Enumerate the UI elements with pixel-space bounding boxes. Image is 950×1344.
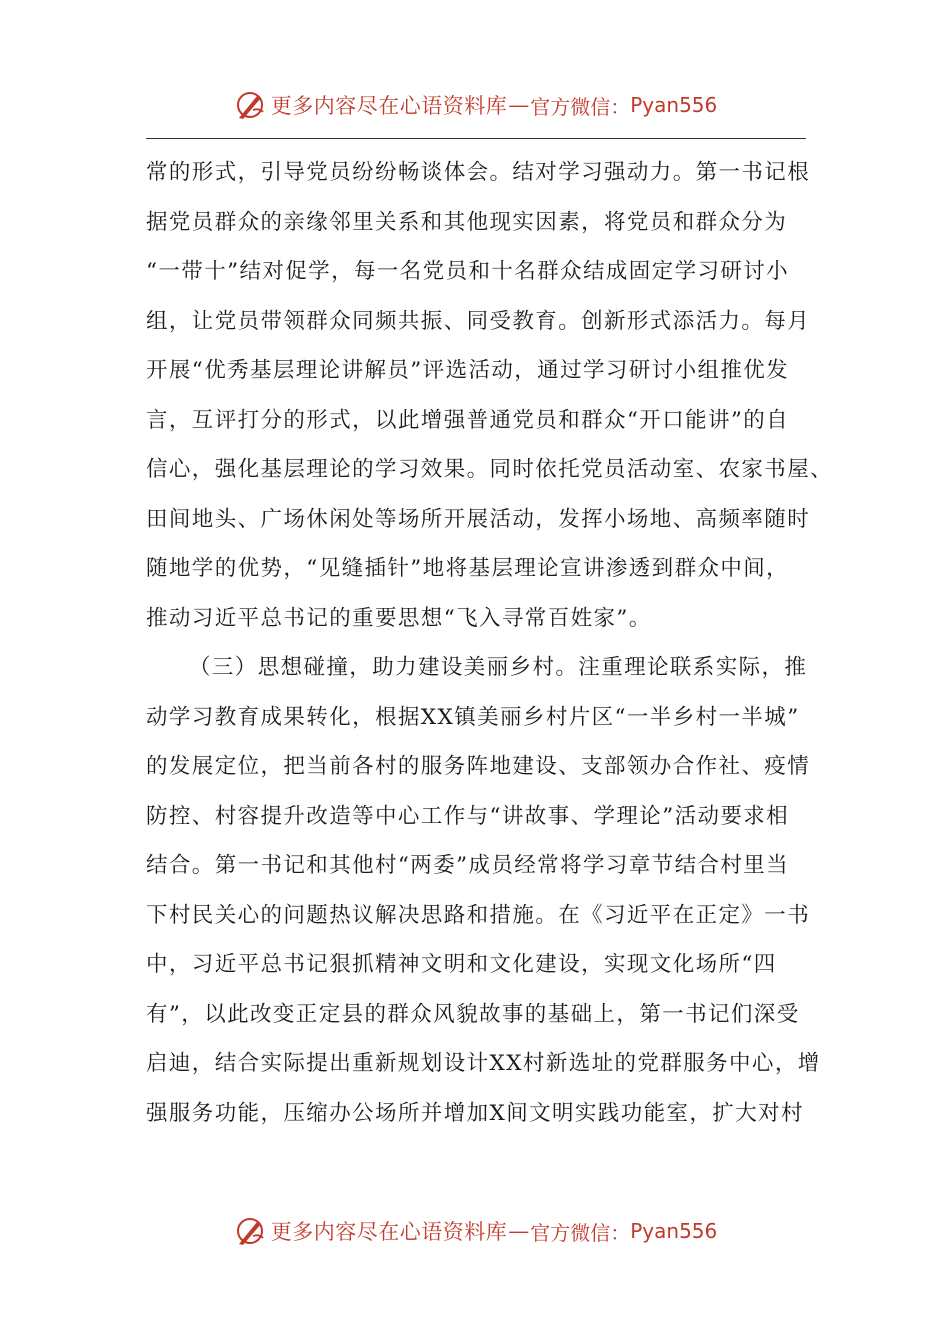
text-line: 组，让党员带领群众同频共振、同受教育。创新形式添活力。每月 <box>146 308 811 334</box>
text-line: 随地学的优势，“见缝插针”地将基层理论宣讲渗透到群众中间， <box>146 556 790 581</box>
banner-wechat-id: Pyan556 <box>630 93 718 117</box>
header-banner <box>0 85 950 125</box>
paragraph <box>146 643 821 1138</box>
text-line: 的发展定位，把当前各村的服务阵地建设、支部领办合作社、疫情 <box>146 754 811 779</box>
text-line: 动学习教育成果转化，根据XX镇美丽乡村片区“一半乡村一半城” <box>146 704 800 730</box>
text-line: 据党员群众的亲缘邻里关系和其他现实因素，将党员和群众分为 <box>146 209 788 235</box>
paragraph <box>146 148 834 643</box>
text-line: 下村民关心的问题热议解决思路和措施。在《习近平在正定》一书 <box>146 902 811 928</box>
document-body <box>146 148 834 1138</box>
text-line: 推动习近平总书记的重要思想“飞入寻常百姓家”。 <box>146 605 652 631</box>
header-divider <box>146 138 806 139</box>
text-line: 中，习近平总书记狠抓精神文明和文化建设，实现文化场所“四 <box>146 952 777 977</box>
banner-main-text: 更多内容尽在心语资料库 <box>270 1220 508 1244</box>
text-line: （三）思想碰撞，助力建设美丽乡村。注重理论联系实际，推 <box>189 655 808 680</box>
text-line: 强服务功能，压缩办公场所并增加X间文明实践功能室，扩大对村 <box>146 1100 804 1126</box>
text-line: 田间地头、广场休闲处等场所开展活动，发挥小场地、高频率随时 <box>146 506 811 532</box>
text-line: 开展“优秀基层理论讲解员”评选活动，通过学习研讨小组推优发 <box>146 358 790 383</box>
text-line: “一带十”结对促学，每一名党员和十名群众结成固定学习研讨小 <box>146 259 790 284</box>
banner-wechat-label: 官方微信： <box>530 94 631 119</box>
text-line: 有”，以此改变正定县的群众风貌故事的基础上，第一书记们深受 <box>146 1001 800 1027</box>
footer-banner <box>0 1211 950 1251</box>
text-line: 信心，强化基层理论的学习效果。同时依托党员活动室、农家书屋、 <box>146 457 834 482</box>
text-line: 言，互评打分的形式，以此增强普通党员和群众“开口能讲”的自 <box>146 407 790 433</box>
banner-wechat-label: 官方微信： <box>530 1220 631 1245</box>
banner-dash: — <box>508 93 530 117</box>
banner-wechat-id: Pyan556 <box>630 1219 718 1243</box>
banner-dash: — <box>508 1219 530 1243</box>
text-line: 结合。第一书记和其他村“两委”成员经常将学习章节结合村里当 <box>146 853 790 878</box>
banner-main-text: 更多内容尽在心语资料库 <box>270 94 508 118</box>
text-line: 防控、村容提升改造等中心工作与“讲故事、学理论”活动要求相 <box>146 803 790 829</box>
text-line: 启迪，结合实际提出重新规划设计XX村新选址的党群服务中心，增 <box>146 1051 821 1076</box>
pen-logo-icon <box>233 88 267 122</box>
pen-logo-icon <box>233 1214 267 1248</box>
text-line: 常的形式，引导党员纷纷畅谈体会。结对学习强动力。第一书记根 <box>146 160 811 185</box>
